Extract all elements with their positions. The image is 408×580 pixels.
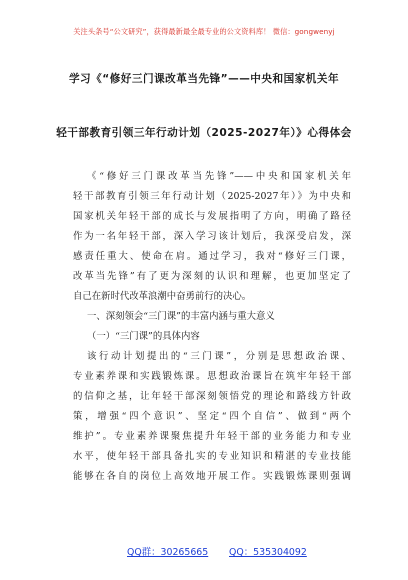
paragraph-line: 自己在新时代改革浪潮中奋勇前行的决心。 — [73, 291, 252, 302]
paragraph-line: 轻干部教育引领三年行动计划（2025-2027年）》为中央和 — [73, 191, 351, 202]
paragraph-line: 国家机关年轻干部的成长与发展指明了方向，明确了路径 — [73, 211, 351, 222]
qq-contact-link[interactable]: QQ：535304092 — [229, 547, 307, 558]
paragraph-line: 策，增强“四个意识”、坚定“四个自信”、做到“两个 — [73, 411, 351, 422]
document-title-line-1: 学习《“修好三门课改革当先锋”——中央和国家机关年 — [68, 73, 340, 85]
paragraph-line: 专业素养课和实践锻炼课。思想政治课旨在筑牢年轻干部 — [73, 371, 351, 382]
paragraph-line: 作为一名年轻干部，深入学习该计划后，我深受启发，深 — [73, 231, 351, 242]
footer-contact — [0, 544, 408, 556]
paragraph-line: 该行动计划提出的“三门课”，分别是思想政治课、 — [87, 351, 351, 362]
paragraph-line: 的信仰之基，让年轻干部深刻领悟党的理论和路线方针政 — [73, 391, 351, 402]
document-title-line-2: 轻干部教育引领三年行动计划（2025-2027年）》心得体会 — [56, 127, 352, 139]
paragraph-line: 水平，使年轻干部具备扎实的专业知识和精湛的专业技能 — [73, 451, 351, 462]
paragraph-line: 《“修好三门课改革当先锋”——中央和国家机关年 — [87, 171, 351, 182]
qq-group-link[interactable]: QQ群：30265665 — [127, 547, 209, 558]
subsection-heading: （一）“三门课”的具体内容 — [87, 331, 200, 342]
paragraph-line: 感责任重大、使命在肩。通过学习，我对“修好三门课， — [73, 251, 351, 262]
paragraph-line: 能够在各自的岗位上高效地开展工作。实践锻炼课则强调 — [73, 471, 351, 482]
promo-banner: 关注头条号“公文研究”，获得最新最全最专业的公文资料库！ 微信：gongwenyj — [73, 27, 335, 36]
section-heading: 一、深刻领会“三门课”的丰富内涵与重大意义 — [87, 311, 275, 322]
paragraph-line: 改革当先锋”有了更为深刻的认识和理解，也更加坚定了 — [73, 271, 351, 282]
paragraph-line: 维护”。专业素养课聚焦提升年轻干部的业务能力和专业 — [73, 431, 351, 442]
